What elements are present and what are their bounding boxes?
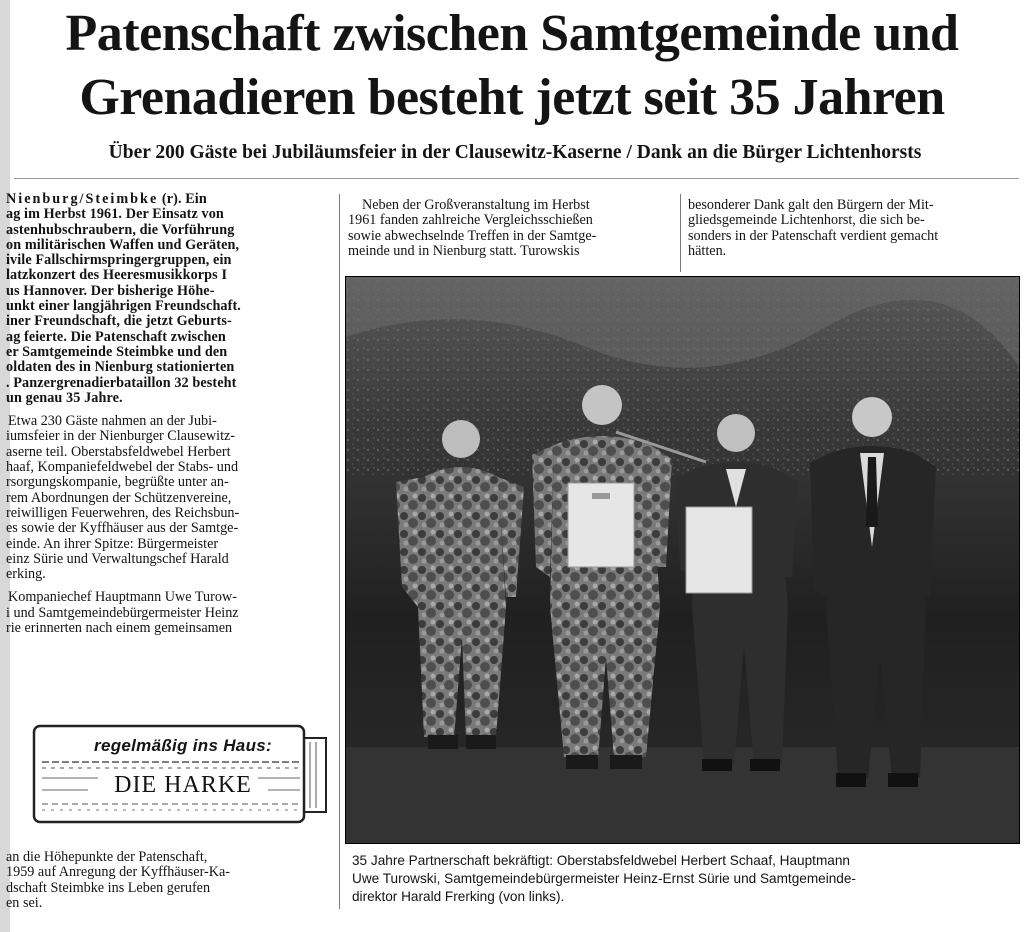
text-line: rie erinnerten nach einem gemeinsamen [6, 621, 233, 637]
lead-line: un genau 35 Jahre. [6, 390, 123, 406]
text-line: Neben der Großveranstaltung im Herbst [362, 198, 590, 213]
text-line: an die Höhepunkte der Patenschaft, [6, 850, 208, 865]
lead-line: astenhubschraubern, die Vorführung [6, 222, 235, 238]
text-line: gliedsgemeinde Lichtenhorst, die sich be- [688, 213, 925, 229]
lead-line: latzkonzert des Heeresmusikkorps I [6, 268, 228, 284]
text-line: reiwilligen Feuerwehren, des Reichsbun- [6, 505, 240, 521]
column-1-continued [6, 850, 331, 911]
lead-line: er Samtgemeinde Steimbke und den [6, 344, 228, 360]
paragraph-3 [6, 590, 331, 636]
photo-caption [352, 852, 1020, 906]
text-line: sonders in der Patenschaft verdient gemacht [688, 228, 939, 244]
byline-rest: (r). Ein [158, 192, 207, 207]
lead-line: on militärischen Waffen und Geräten, [6, 237, 240, 253]
text-line: einde. An ihrer Spitze: Bürgermeister [6, 536, 219, 552]
ad-slogan: regelmäßig ins Haus: [94, 736, 272, 755]
text-line: es sowie der Kyffhäuser aus der Samtge- [6, 521, 239, 537]
text-line: besonderer Dank galt den Bürgern der Mit- [688, 198, 934, 213]
text-line: haaf, Kompaniefeldwebel der Stabs- und [6, 460, 239, 476]
lead-line: us Hannover. Der bisherige Höhe- [6, 283, 215, 299]
text-line: hätten. [688, 243, 727, 259]
text-line: rem Abordnungen der Schützenvereine, [6, 490, 232, 506]
photo-image [346, 277, 1019, 843]
caption-line: 35 Jahre Partnerschaft bekräftigt: Oberstabsfeldwebel Herbert Schaaf, Hauptmann [352, 853, 850, 868]
lead-line: oldaten des in Nienburg stationierten [6, 360, 235, 376]
text-line: aserne teil. Oberstabsfeldwebel Herbert [6, 444, 231, 460]
lead-line: iner Freundschaft, die jetzt Geburts- [6, 314, 232, 330]
text-line: iumsfeier in der Nienburger Clausewitz- [6, 429, 236, 445]
header-divider [14, 178, 1019, 179]
column-divider [339, 194, 340, 909]
die-harke-ad [28, 722, 330, 824]
subheadline: Über 200 Gäste bei Jubiläumsfeier in der Clausewitz-Kaserne / Dank an die Bürger Lichtenhorsts [108, 142, 922, 163]
caption-line: Uwe Turowski, Samtgemeindebürgermeister Heinz-Ernst Sürie und Samtgemeinde- [352, 871, 856, 886]
text-line: Etwa 230 Gäste nahmen an der Jubi- [8, 414, 217, 430]
dateline-line [6, 192, 331, 207]
lead-line: ag feierte. Die Patenschaft zwischen [6, 329, 226, 345]
dateline: Nienburg/Steimbke [6, 192, 159, 207]
text-line: meinde und in Nienburg statt. Turowskis [348, 243, 580, 259]
lead-line: ivile Fallschirmspringergruppen, ein [6, 253, 232, 269]
column-1 [6, 192, 331, 636]
text-line: 1961 fanden zahlreiche Vergleichsschießen [348, 213, 593, 229]
column-divider [680, 194, 681, 272]
text-line: sowie abwechselnde Treffen in der Samtge- [348, 228, 597, 244]
lead-line: unkt einer langjährigen Freundschaft. [6, 299, 241, 315]
text-line: einz Sürie und Verwaltungschef Harald [6, 551, 229, 567]
text-line: en sei. [6, 895, 43, 911]
paragraph-2 [6, 414, 331, 582]
caption-line: direktor Harald Frerking (von links). [352, 889, 565, 904]
text-line: i und Samtgemeindebürgermeister Heinz [6, 605, 239, 621]
ad-brand: DIE HARKE [114, 772, 252, 798]
lead-line: . Panzergrenadierbataillon 32 besteht [6, 375, 237, 391]
column-3 [688, 198, 1018, 259]
text-line: erking. [6, 567, 46, 583]
text-line: Kompaniechef Hauptmann Uwe Turow- [8, 590, 237, 606]
text-line: rsorgungskompanie, begrüßte unter an- [6, 475, 229, 491]
headline-line-1: Patenschaft zwischen Samtgemeinde und [65, 5, 959, 62]
lead-line: ag im Herbst 1961. Der Einsatz von [6, 207, 224, 223]
article-photo [345, 276, 1020, 844]
text-line: dschaft Steimbke ins Leben gerufen [6, 880, 211, 896]
column-2 [348, 198, 676, 259]
headline-line-2: Grenadieren besteht jetzt seit 35 Jahren [79, 69, 945, 126]
text-line: 1959 auf Anregung der Kyffhäuser-Ka- [6, 865, 231, 881]
